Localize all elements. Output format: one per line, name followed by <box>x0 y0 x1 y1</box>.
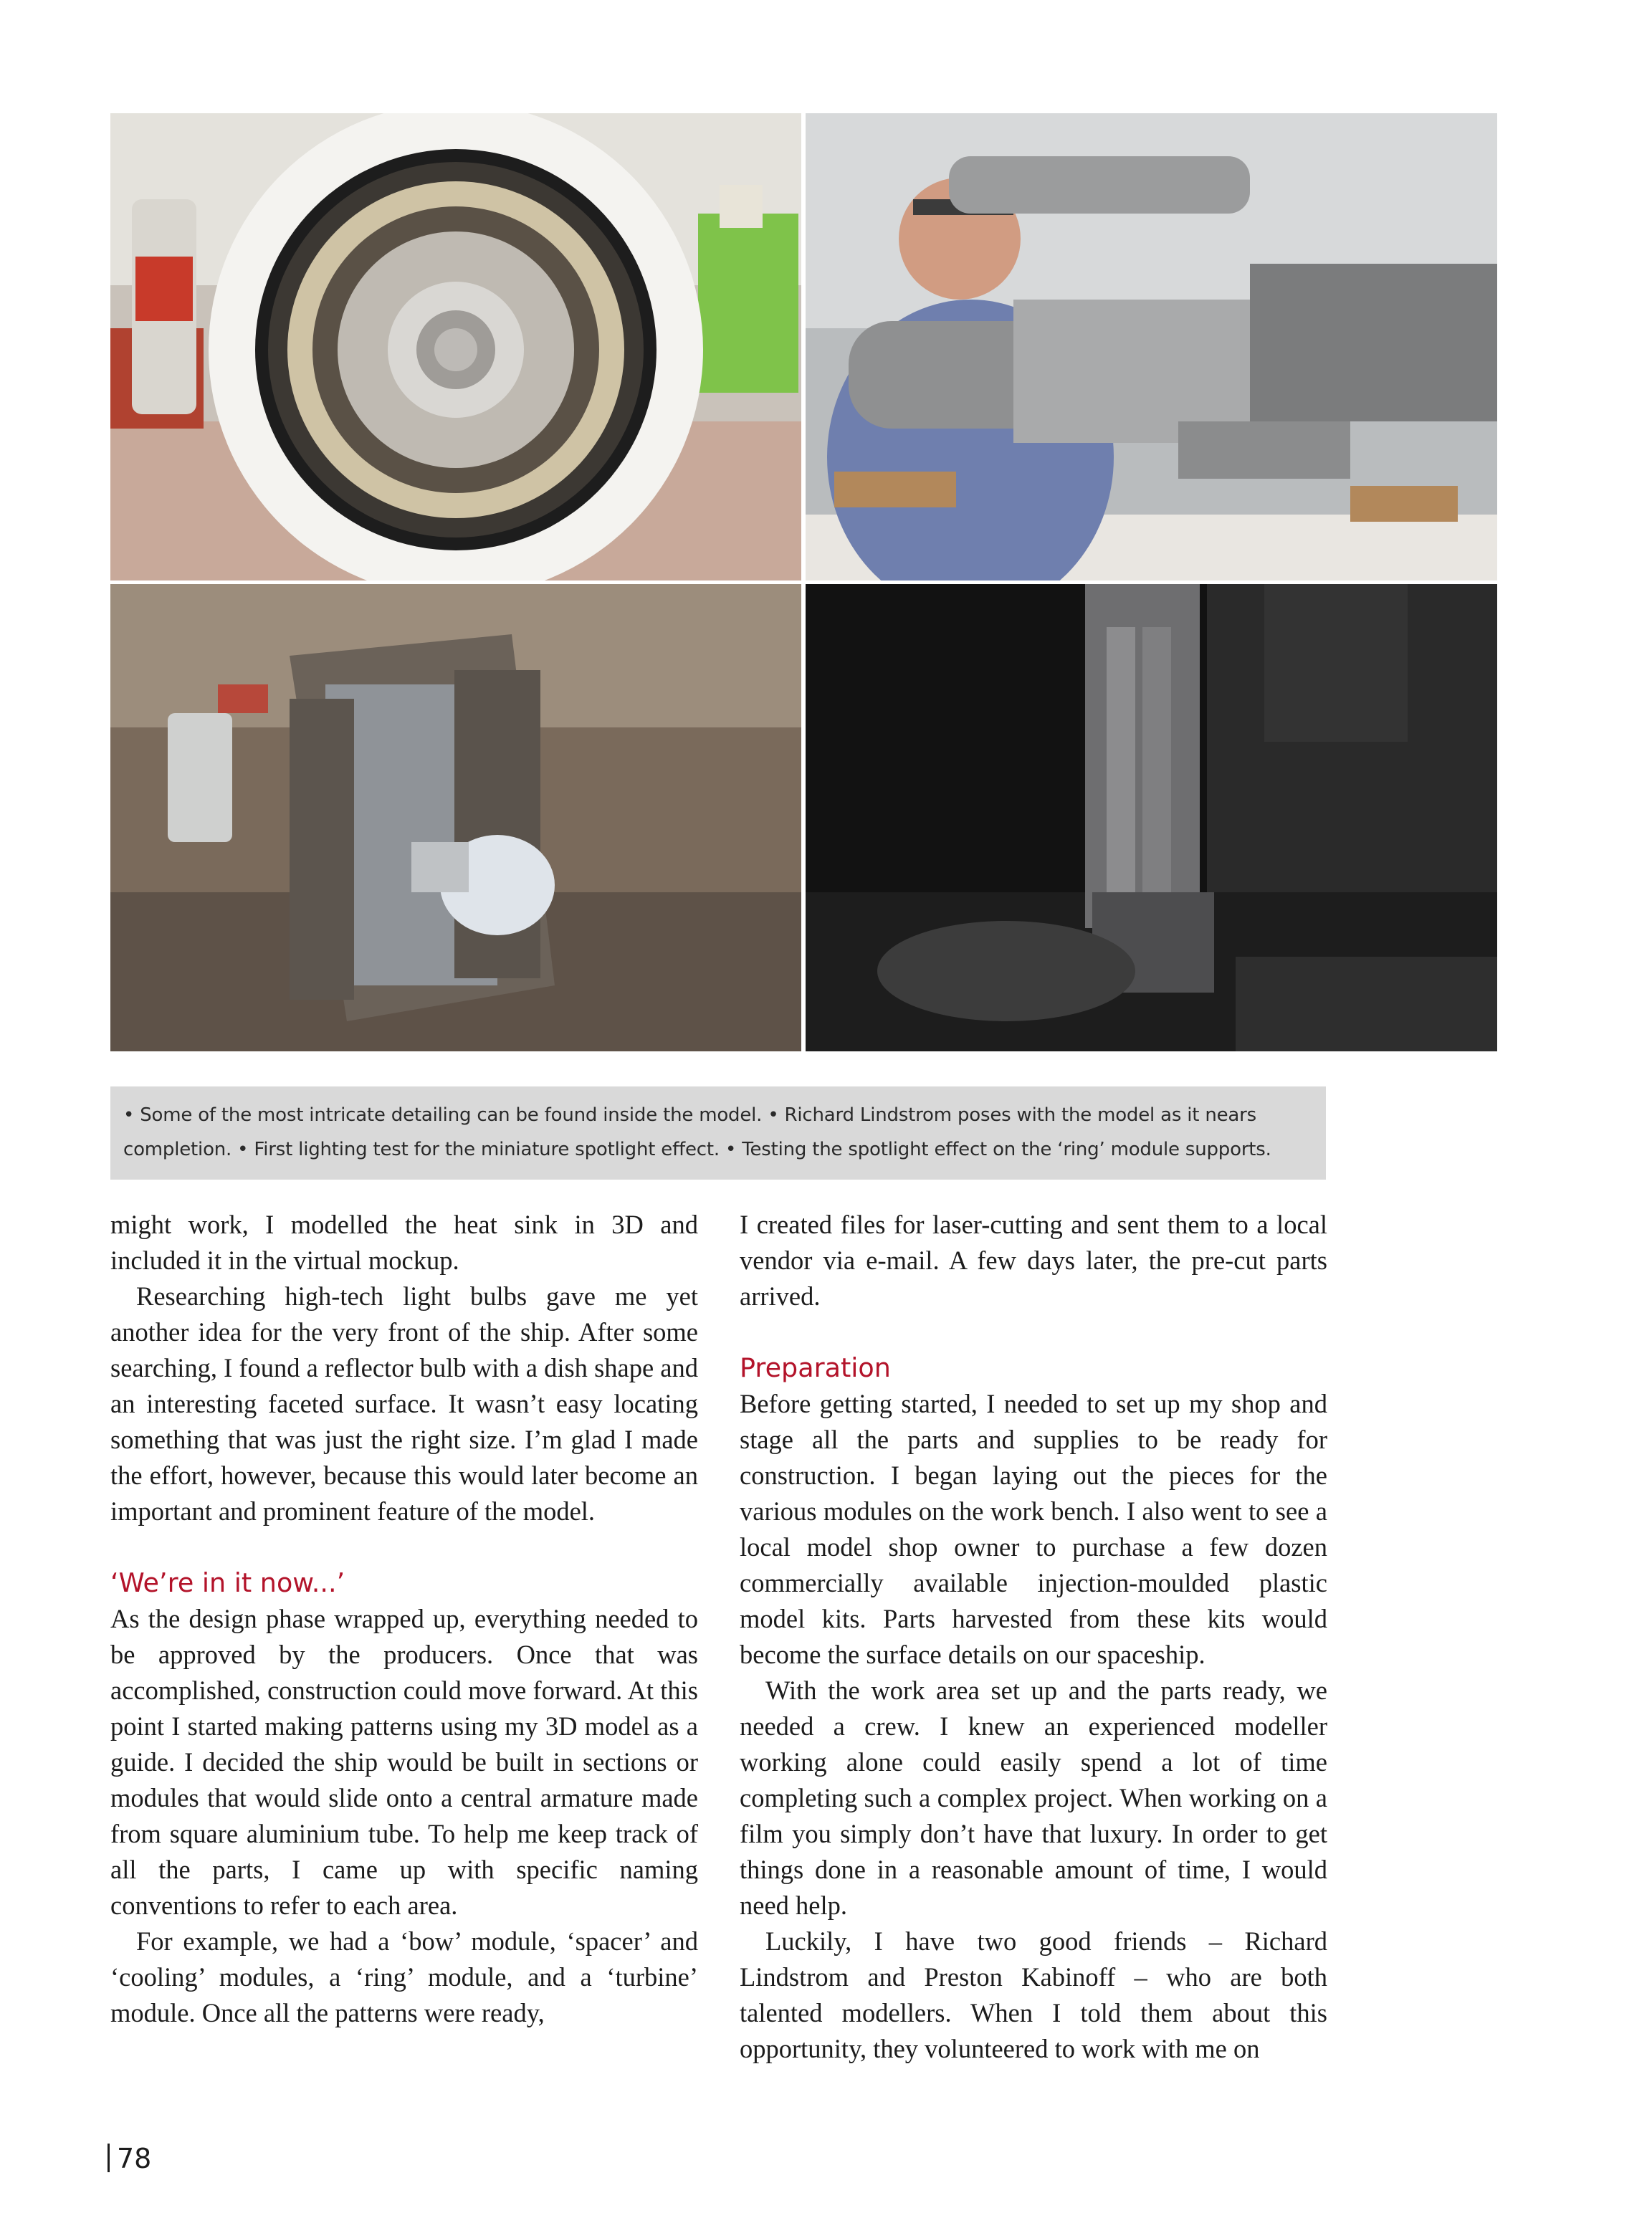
photo-spotlight-test <box>806 584 1497 1051</box>
right-column <box>740 1207 1327 2067</box>
paragraph: I created files for laser-cutting and sent them to a local vendor via e-mail. A few days later, the pre-cut parts arrived. <box>740 1210 1327 1311</box>
paragraph: As the design phase wrapped up, everything needed to be approved by the producers. Once that was accomplished, construction could move forward. At this point I started making patterns using my 3D model as a guide. I decided the ship would be built in sections or modules that would slide onto a central armature made from square aluminium tube. To help me keep track of all the parts, I came up with specific naming conventions to refer to each area. <box>110 1604 698 1920</box>
section-heading: ‘We’re in it now...’ <box>110 1567 345 1598</box>
page-number-text: 78 <box>117 2143 152 2174</box>
paragraph: Before getting started, I needed to set up my shop and stage all the parts and supplies to be ready for construction. I began laying out the pieces for the various modules on the work bench. I also went to see a local model shop owner to purchase a few dozen commercially available injection-moulded plastic model kits. Parts harvested from these kits would become the surface details on our spaceship. <box>740 1389 1327 1669</box>
left-column <box>110 1207 698 2031</box>
photo-modeller-with-model <box>806 113 1497 580</box>
paragraph: Researching high-tech light bulbs gave me yet another idea for the very front of the ship. After some searching, I found a reflector bulb with a dish shape and an interesting faceted surface. It wasn’t easy locating something that was just the right size. I’m glad I made the effort, however, because this would later become an important and prominent feature of the model. <box>110 1281 698 1526</box>
folio-bar <box>108 2144 110 2172</box>
page-number <box>108 2143 151 2174</box>
paragraph: might work, I modelled the heat sink in 3D and included it in the virtual mockup. <box>110 1210 698 1275</box>
section-heading: Preparation <box>740 1352 891 1383</box>
paragraph: With the work area set up and the parts ready, we needed a crew. I knew an experienced modeller working alone could easily spend a lot of time completing such a complex project. When working on a film you simply don’t have that luxury. In order to get things done in a reasonable amount of time, I would need help. <box>740 1676 1327 1920</box>
photo-grid <box>110 113 1497 1051</box>
photo-caption: • Some of the most intricate detailing can be found inside the model. • Richard Lindstrom poses with the model as it nears completion. • First lighting test for the miniature spotlight effect. • Testing the spotlight effect on the ‘ring’ module supports. <box>110 1086 1326 1180</box>
photo-lighting-test <box>110 584 801 1051</box>
paragraph: For example, we had a ‘bow’ module, ‘spacer’ and ‘cooling’ modules, a ‘ring’ module, and a ‘turbine’ module. Once all the patterns were ready, <box>110 1926 698 2027</box>
photo-heat-sink-ring <box>110 113 801 580</box>
paragraph: Luckily, I have two good friends – Richard Lindstrom and Preston Kabinoff – who are both talented modellers. When I told them about this opportunity, they volunteered to work with me on <box>740 1926 1327 2063</box>
